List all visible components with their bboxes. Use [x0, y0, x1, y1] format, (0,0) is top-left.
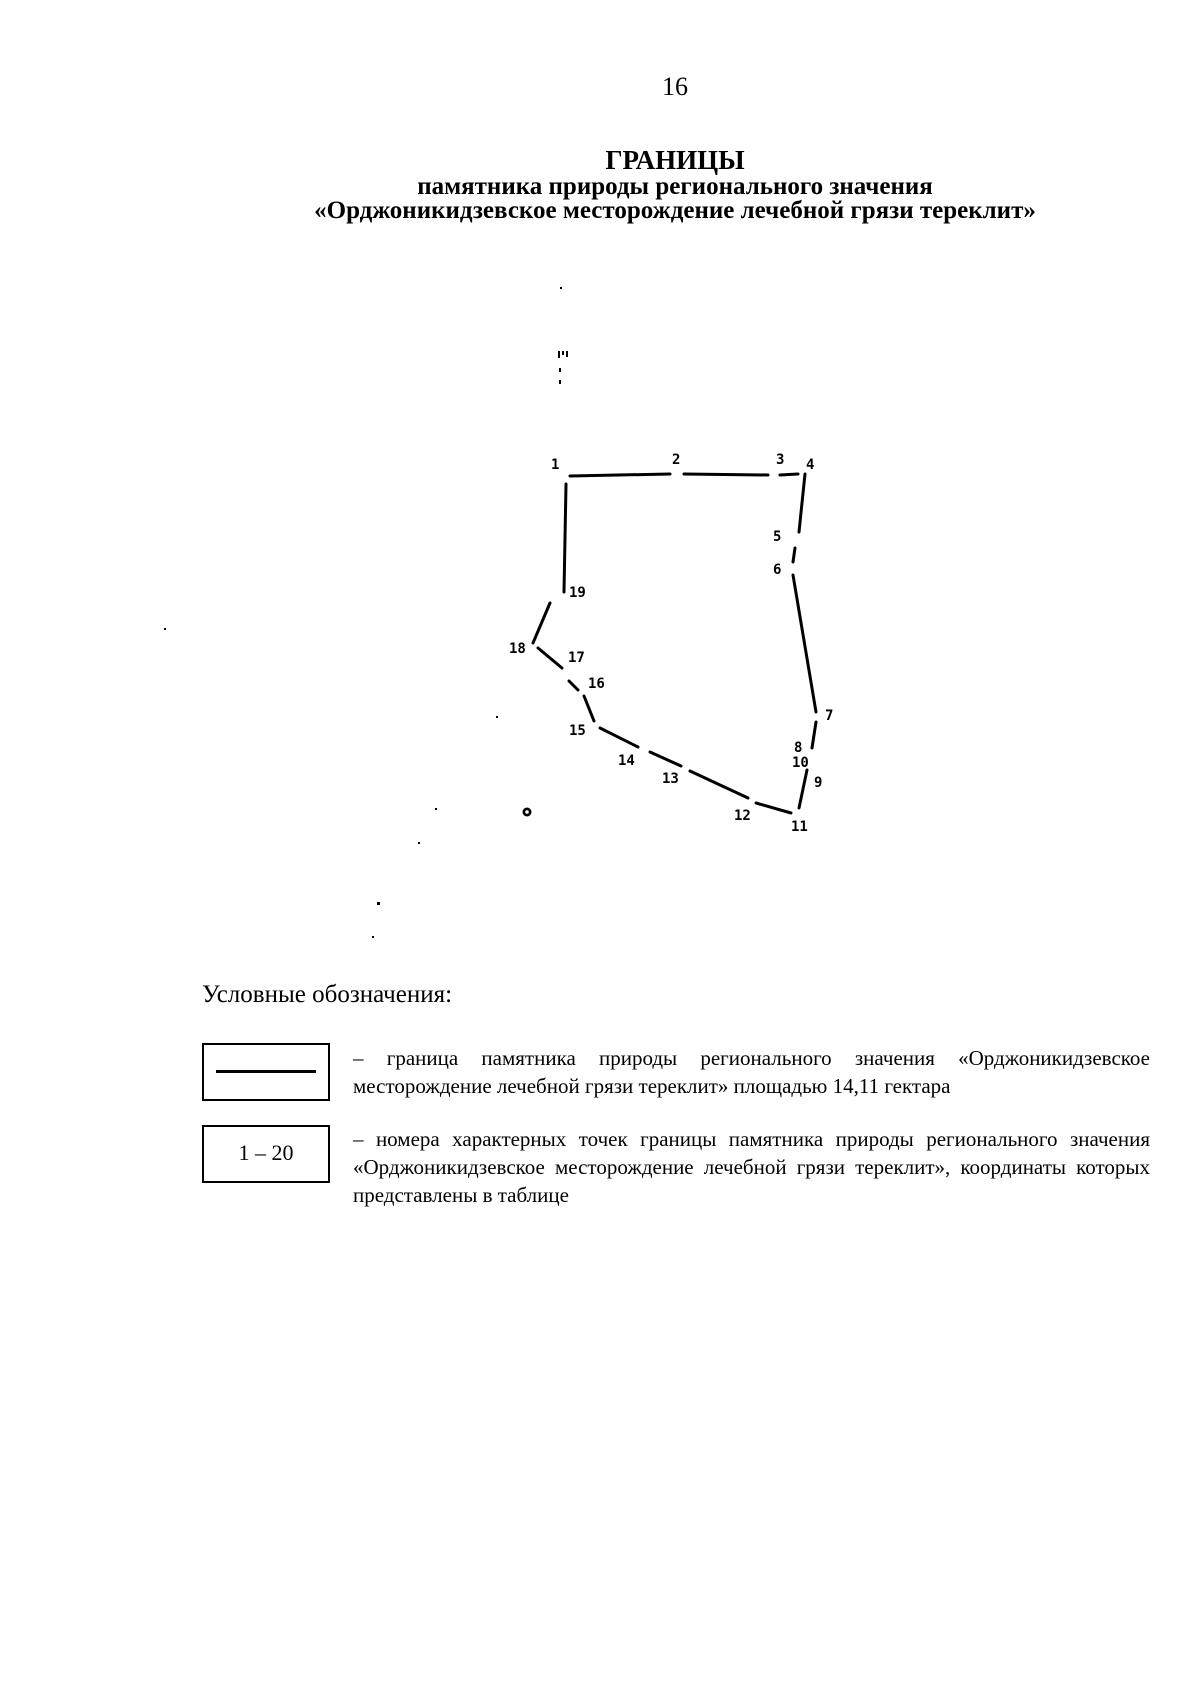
- boundary-segment: [570, 474, 670, 476]
- speck-dash: [566, 351, 568, 357]
- legend-symbol-point-numbers: 1 – 20: [202, 1125, 330, 1183]
- speck-dash: [559, 380, 561, 384]
- boundary-segment: [650, 752, 681, 766]
- speck-dash: [496, 716, 498, 718]
- point-label-19: 19: [569, 585, 586, 601]
- point-label-2: 2: [672, 452, 681, 468]
- boundary-segment: [684, 474, 768, 475]
- point-label-12: 12: [734, 808, 751, 824]
- legend-symbol-boundary: [202, 1043, 330, 1101]
- point-label-9: 9: [814, 775, 823, 791]
- boundary-segment: [812, 722, 816, 748]
- point-labels: [509, 452, 833, 835]
- boundary-polygon: [533, 474, 816, 813]
- speck-dash: [435, 808, 437, 810]
- point-label-17: 17: [568, 650, 585, 666]
- boundary-segment: [584, 696, 594, 721]
- legend-text-boundary: – граница памятника природы регионального значения «Орджоникидзевское месторождение лечебной грязи тереклит» площадью 14,11 гектара: [353, 1046, 1150, 1098]
- boundary-segment: [533, 603, 550, 643]
- boundary-segment: [756, 803, 791, 813]
- speck-dash: [559, 368, 561, 372]
- scan-specks: [164, 287, 568, 938]
- point-label-14: 14: [618, 753, 635, 769]
- title-subtitle-line-1: памятника природы регионального значения: [417, 173, 933, 200]
- legend-heading: Условные обозначения:: [202, 981, 453, 1008]
- point-label-10: 10: [792, 755, 809, 771]
- boundary-segment: [799, 474, 805, 532]
- boundary-segment: [799, 770, 807, 808]
- legend-text-point-numbers: – номера характерных точек границы памятника природы регионального значения «Орджоникидзевское месторождение лечебной грязи тереклит», координаты которых представлены в таблице: [353, 1127, 1150, 1207]
- boundary-segment: [600, 728, 638, 747]
- point-label-7: 7: [825, 708, 834, 724]
- speck-dash: [558, 351, 560, 358]
- point-label-18: 18: [509, 641, 526, 657]
- speck-dash: [418, 842, 420, 844]
- speck-dash: [377, 902, 380, 905]
- boundary-segment: [569, 681, 578, 690]
- boundary-segment: [690, 771, 748, 798]
- point-label-1: 1: [551, 457, 560, 473]
- speck-dash: [560, 287, 562, 289]
- point-label-11: 11: [791, 819, 808, 835]
- point-label-5: 5: [773, 529, 782, 545]
- title-main: ГРАНИЦЫ: [605, 145, 745, 175]
- point-label-8: 8: [794, 740, 803, 756]
- point-label-15: 15: [569, 723, 586, 739]
- speck-dot: [525, 810, 529, 814]
- boundary-segment: [793, 548, 795, 562]
- speck-dash: [562, 351, 564, 355]
- point-label-16: 16: [588, 676, 605, 692]
- title-subtitle-line-2: «Орджоникидзевское месторождение лечебной грязи тереклит»: [314, 197, 1036, 224]
- point-label-3: 3: [776, 452, 785, 468]
- boundary-segment: [793, 575, 816, 712]
- boundary-line-sample: [216, 1070, 316, 1073]
- boundary-segment: [564, 484, 566, 592]
- boundary-segment: [780, 474, 798, 475]
- point-label-13: 13: [662, 771, 679, 787]
- speck-dash: [164, 628, 166, 630]
- point-label-4: 4: [806, 457, 815, 473]
- page-number: 16: [662, 72, 688, 101]
- point-label-6: 6: [773, 562, 782, 578]
- speck-dash: [372, 936, 374, 938]
- boundary-segment: [538, 648, 562, 668]
